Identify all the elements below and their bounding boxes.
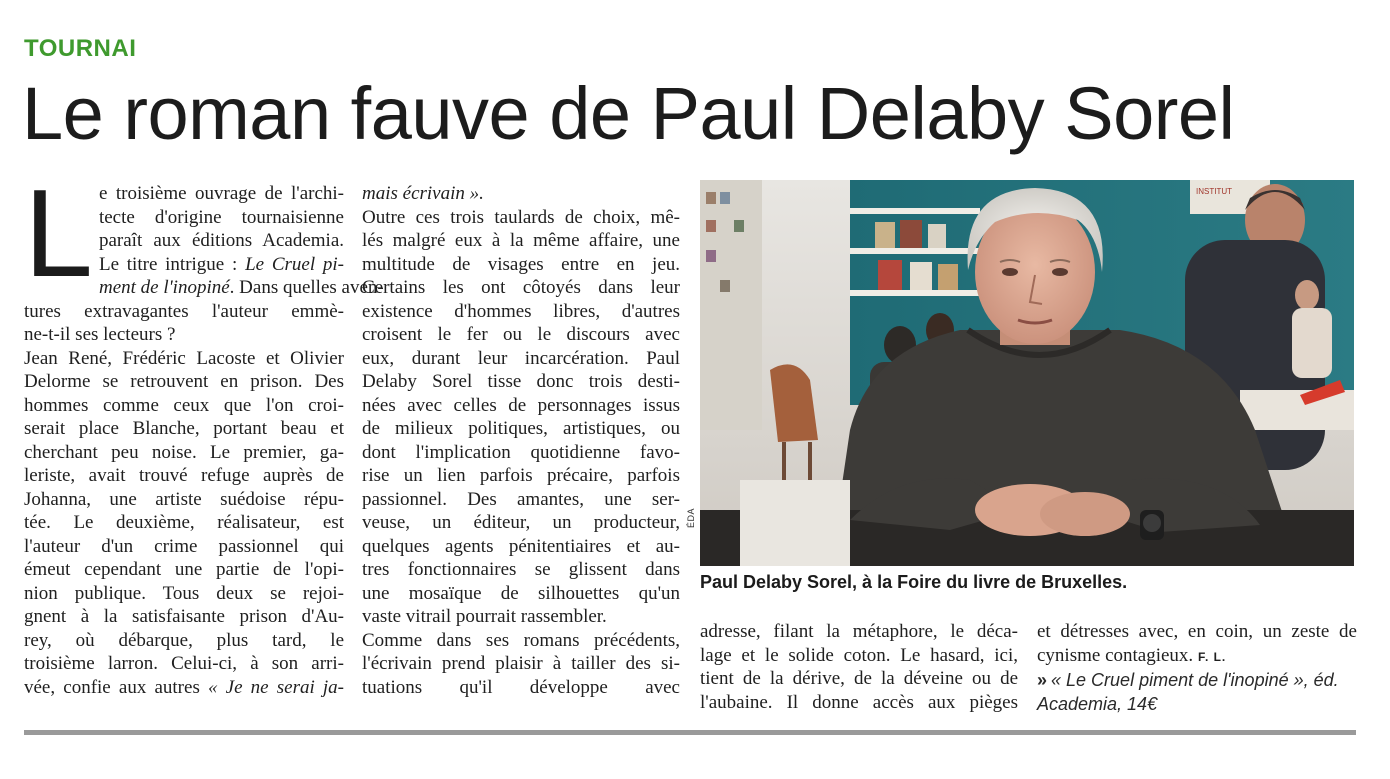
author-photo (700, 180, 1354, 566)
text-line: tée. Le deuxième, réalisateur, est (24, 512, 344, 533)
text-fragment: vée, confie aux autres (24, 676, 208, 698)
text-line: Johanna, une artiste suédoise répu- (24, 488, 344, 510)
text-line: de milieux politiques, artistiques, ou (362, 418, 680, 439)
text-line: cherchant peu noise. Le premier, ga- (24, 441, 344, 463)
text-line: passionnel. Des amantes, une ser- (362, 488, 680, 510)
text-line: nées avec celles de personnages issus (362, 394, 680, 416)
sign-text: INSTITUT (1196, 187, 1232, 196)
text-line: tient de la dérive, de la déveine ou de (700, 668, 1018, 689)
text-line: Comme dans ses romans précédents, (362, 629, 680, 651)
bottom-rule (24, 730, 1356, 735)
article-column-1 (24, 165, 384, 699)
article-column-2 (362, 182, 680, 699)
text-line: dont l'implication quotidienne favo- (362, 441, 680, 463)
section-rubric: TOURNAI (24, 35, 137, 62)
text-line: multitude de visages entre en jeu. (362, 253, 680, 275)
text-line: l'auteur d'un crime passionnel qui (24, 535, 344, 557)
text-line: tures extravagantes l'auteur emmè- (24, 300, 344, 322)
text-line: lés malgré eux à la même affaire, une (362, 230, 680, 251)
photo-credit: ÉDA (686, 507, 696, 528)
text-line: croisent le fer ou le discours avec (362, 324, 680, 345)
text-line: tuations qu'il développe avec (362, 676, 680, 698)
text-line (1037, 644, 1357, 670)
chevron-icon: » (1037, 670, 1048, 690)
text-line: gnent à la satisfaisante prison d'Au- (24, 606, 344, 627)
drop-cap: L (24, 165, 93, 303)
text-line: serait place Blanche, portant beau et (24, 418, 344, 439)
book-reference (1037, 669, 1357, 693)
text-line: rey, où débarque, plus tard, le (24, 629, 344, 651)
photo-caption: Paul Delaby Sorel, à la Foire du livre de Bruxelles. (700, 572, 1128, 592)
text-line: et détresses avec, en coin, un zeste de (1037, 621, 1357, 642)
quote: mais écrivain ». (362, 183, 484, 204)
article-column-3 (700, 620, 1018, 714)
article-headline: Le roman fauve de Paul Delaby Sorel (22, 72, 1235, 155)
text-line: l'écrivain prend plaisir à tailler des si- (362, 653, 680, 674)
book-title: ment de l'inopiné (98, 277, 230, 298)
text-line: ne-t-il ses lecteurs ? (24, 324, 176, 345)
text-line (24, 676, 344, 700)
text-line (362, 182, 680, 206)
book-reference (1037, 693, 1357, 717)
text-line: troisième larron. Celui-ci, à son arri- (24, 653, 344, 674)
text-line: existence d'hommes libres, d'autres (362, 300, 680, 322)
book-title: Le Cruel pi- (245, 253, 345, 275)
quote: « Je ne serai ja- (208, 676, 345, 698)
text-line: Delaby Sorel tisse donc trois desti- (362, 371, 680, 392)
text-line: vaste vitrail pourrait rassembler. (362, 606, 607, 627)
text-fragment: Le titre intrigue : (98, 253, 246, 275)
text-line: tecte d'origine tournaisienne (98, 206, 344, 228)
text-line: l'aubaine. Il donne accès aux pièges (700, 691, 1018, 713)
text-line: e troisième ouvrage de l'archi- (98, 183, 344, 204)
text-line: adresse, filant la métaphore, le déca- (700, 621, 1018, 642)
book-reference-text: Academia, 14€ (1037, 693, 1158, 714)
text-line: Delorme se retrouvent en prison. Des (24, 371, 344, 392)
text-line: nion publique. Tous deux se rejoi- (24, 582, 344, 604)
photo-illustration (700, 180, 1354, 566)
text-line: eux, durant leur incarcération. Paul (362, 347, 680, 369)
text-line: leriste, avait trouvé refuge auprès de (24, 465, 344, 486)
text-line: tres fonctionnaires se glissent dans (362, 559, 680, 580)
text-line: paraît aux éditions Academia. (98, 230, 344, 251)
text-line: Certains les ont côtoyés dans leur (362, 277, 680, 298)
text-line: veuse, un éditeur, un producteur, (362, 512, 680, 533)
text-line: une mosaïque de silhouettes qu'un (362, 582, 680, 604)
text-line: hommes comme ceux que l'on croi- (24, 394, 344, 416)
text-line: émeut cependant une partie de l'opi- (24, 559, 344, 580)
article-column-4 (1037, 620, 1357, 716)
text-line: Outre ces trois taulards de choix, mê- (362, 206, 680, 228)
author-signature: F. L. (1197, 649, 1227, 664)
text-fragment: cynisme contagieux. (1037, 644, 1198, 666)
text-line: Jean René, Frédéric Lacoste et Olivier (24, 347, 344, 369)
text-line: lage et le solide coton. Le hasard, ici, (700, 644, 1018, 666)
book-reference-text: « Le Cruel piment de l'inopiné », éd. (1051, 670, 1339, 690)
text-line: quelques agents pénitentiaires et au- (362, 535, 680, 557)
text-fragment: . Dans quelles aven- (229, 277, 384, 298)
text-line: rise un lien parfois précaire, parfois (362, 465, 680, 486)
